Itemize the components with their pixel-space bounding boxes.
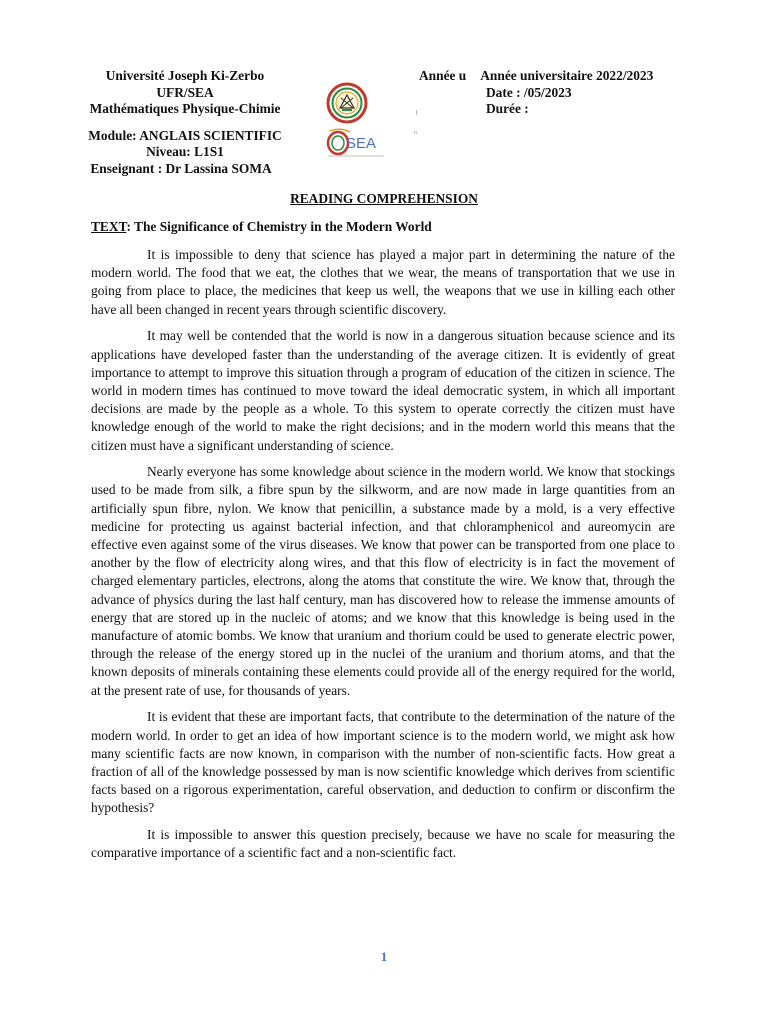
teacher-name: Enseignant : Dr Lassina SOMA	[90, 160, 272, 176]
section-heading: READING COMPREHENSION	[290, 191, 478, 206]
header-institution-block	[70, 68, 300, 177]
ufr-sea-logo-icon	[326, 127, 386, 159]
exam-date: Date : /05/2023	[486, 84, 572, 100]
paragraph: It is evident that these are important facts, that contribute to the determination of the nature of the modern world. In order to get an idea of how important science is to the modern world, we might ask how many scientific facts are now known, in comparison with the number of non-scientific facts. How great a fraction of all of the knowledge possessed by man is now scientific knowledge which derives from scientific facts based on a rigorous experimentation, careful observation, and deduction to confirm or disconfirm the hypothesis?	[91, 709, 675, 816]
paragraph: Nearly everyone has some knowledge about science in the modern world. We know that stockings used to be made from silk, a fibre spun by the silkworm, and are now made in large quantities from an artificially spun fibre, nylon. We know that penicillin, a substance made by a mold, is a very effective medicine for protecting us against bacterial infection, and that chloramphenicol and aureomycin are effective even against some of the virus diseases. We know that power can be transported from one place to another by the flow of electricity along wires, and that this flow of electricity is in fact the movement of charged elementary particles, electrons, along the atoms that constitute the wire. We know that, through the advance of physics during the last half century, man has discovered how to release the immense amounts of energy that are stored up in the nucleic of atoms; and we know that this knowledge is being used in the manufacture of atomic bombs. We know that uranium and thorium could be used to generate electric power, through the release of the energy stored up in the nuclei of the uranium and thorium atoms, and that the known deposits of minerals containing these elements could provide all of the energy required for the world, at the present rate of use, for thousands of years.	[91, 464, 675, 698]
level-name: Niveau: L1S1	[146, 144, 224, 159]
paragraph: It may well be contended that the world is now in a dangerous situation because science and its applications have developed faster than the understanding of the average citizen. It is evidently of great importance to attempt to improve this situation through a program of education of the citizen in science. The world in modern times has continued to move toward the ideal democratic system, in which all important decisions are made by the people as a whole. To this system to operate correctly the citizen must have knowledge enough of the world to make the right decisions; and in the modern world this means that the citizen must have a significant understanding of science.	[91, 328, 675, 453]
university-name: Université Joseph Ki-Zerbo	[105, 68, 265, 83]
academic-year: Année universitaire 2022/2023	[480, 68, 654, 83]
header-academic-block	[419, 68, 719, 118]
logo-sea-text: SEA	[346, 135, 377, 152]
reading-passage	[91, 246, 675, 871]
module-name: Module: ANGLAIS SCIENTIFIC	[88, 127, 282, 143]
text-title	[91, 219, 432, 235]
department-name: Mathématiques Physique-Chimie	[89, 101, 281, 116]
paragraph: It is impossible to deny that science has played a major part in determining the nature of the modern world. The food that we eat, the clothes that we wear, the means of transportation that we use in going from place to place, the medicines that keep us well, the weapons that we use in killing each other have all been changed in recent years through scientific discovery.	[91, 247, 675, 317]
divider-mark	[416, 110, 417, 115]
year-label-short: Année u	[419, 68, 467, 83]
text-label: TEXT	[91, 219, 127, 234]
text-title-value: : The Significance of Chemistry in the Modern World	[126, 219, 432, 234]
paragraph: It is impossible to answer this question precisely, because we have no scale for measuring the comparative importance of a scientific fact and a non-scientific fact.	[91, 827, 675, 861]
ufr-name: UFR/SEA	[156, 84, 214, 100]
page-number: 1	[380, 949, 388, 964]
university-seal-icon	[326, 82, 368, 124]
small-mark: o	[414, 130, 417, 136]
exam-duration: Durée :	[486, 101, 529, 116]
